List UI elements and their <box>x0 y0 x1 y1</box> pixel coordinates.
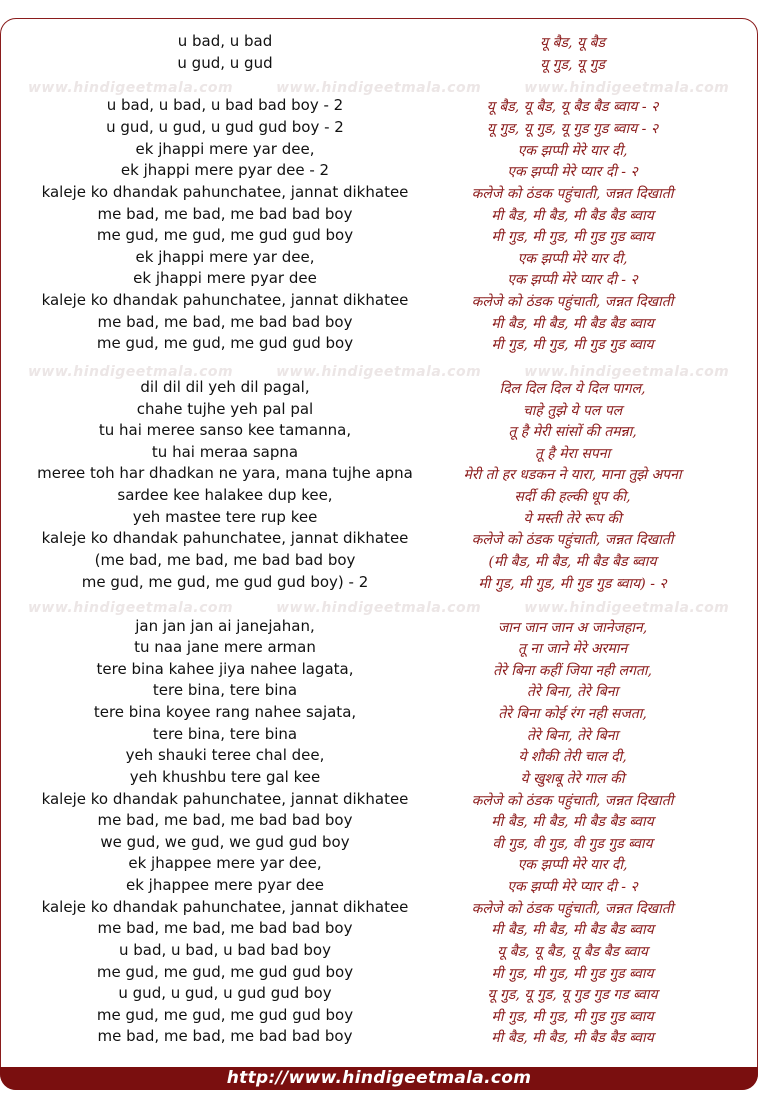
lyric-line-hindi: जान जान जान अ जानेजहान, <box>497 620 648 636</box>
lyric-line-english: me bad, me bad, me bad bad boy <box>97 205 353 223</box>
watermark-text: www.hindigeetmala.com <box>276 364 482 380</box>
lyric-line-english: jan jan jan ai janejahan, <box>135 617 315 635</box>
watermark-text: www.hindigeetmala.com <box>524 364 730 380</box>
lyric-line-english: yeh khushbu tere gal kee <box>129 768 321 786</box>
lyric-line-hindi: ये शौकी तेरी चाल दी, <box>518 749 627 765</box>
lyric-line-hindi: यू गुड, यू गुड, यू गुड गुड ब्वाय - २ <box>486 121 659 137</box>
lyric-line-english: kaleje ko dhandak pahunchatee, jannat dikhatee <box>41 790 409 808</box>
lyric-line-english: dil dil dil yeh dil pagal, <box>140 378 310 396</box>
lyric-line-english: yeh shauki teree chal dee, <box>125 746 325 764</box>
lyric-line-hindi: एक झप्पी मेरे यार दी, <box>517 143 628 159</box>
lyric-line-english: u bad, u bad, u bad bad boy <box>119 941 331 959</box>
lyric-line-hindi: मी गुड, मी गुड, मी गुड गुड ब्वाय) - २ <box>478 576 667 592</box>
lyric-line-hindi: एक झप्पी मेरे प्यार दी - २ <box>507 879 638 895</box>
lyric-line-hindi: मी बैड, मी बैड, मी बैड बैड ब्वाय <box>491 1030 654 1046</box>
watermark-text: www.hindigeetmala.com <box>276 600 482 616</box>
watermark-text: www.hindigeetmala.com <box>524 600 730 616</box>
lyric-line-hindi: तेरे बिना, तेरे बिना <box>526 684 619 700</box>
lyric-line-english: u gud, u gud, u gud gud boy <box>118 984 332 1002</box>
lyric-line-hindi: तेरे बिना कोई रंग नही सजता, <box>498 706 647 722</box>
watermark-text: www.hindigeetmala.com <box>28 364 234 380</box>
lyric-line-hindi: चाहे तुझे ये पल पल <box>522 403 623 419</box>
watermark-text: www.hindigeetmala.com <box>28 80 234 96</box>
lyric-line-english: tere bina, tere bina <box>152 681 298 699</box>
lyric-line-hindi: यू गुड, यू गुड, यू गुड गुड गड ब्वाय <box>487 987 658 1003</box>
lyric-line-hindi: मी बैड, मी बैड, मी बैड बैड ब्वाय <box>491 208 654 224</box>
lyric-line-english: ek jhappee mere pyar dee <box>126 876 324 894</box>
footer-url-link[interactable]: http://www.hindigeetmala.com <box>226 1068 532 1088</box>
lyric-line-english: u gud, u gud <box>177 54 273 72</box>
lyric-line-english: me gud, me gud, me gud gud boy <box>96 963 354 981</box>
lyric-line-hindi: मी बैड, मी बैड, मी बैड बैड ब्वाय <box>491 922 654 938</box>
lyric-line-hindi: मी बैड, मी बैड, मी बैड बैड ब्वाय <box>491 814 654 830</box>
lyric-line-hindi: यू बैड, यू बैड, यू बैड बैड ब्वाय <box>497 944 648 960</box>
lyric-line-hindi: कलेजे को ठंडक पहुंचाती, जन्नत दिखाती <box>471 901 674 917</box>
lyric-line-english: tere bina koyee rang nahee sajata, <box>93 703 357 721</box>
lyric-line-hindi: मी गुड, मी गुड, मी गुड गुड ब्वाय <box>491 229 654 245</box>
lyric-line-hindi: वी गुड, वी गुड, वी गुड गुड ब्वाय <box>492 836 653 852</box>
lyric-line-english: ek jhappee mere yar dee, <box>128 854 322 872</box>
lyric-line-english: tu hai meree sanso kee tamanna, <box>98 421 352 439</box>
lyric-line-hindi: मी गुड, मी गुड, मी गुड गुड ब्वाय <box>491 1009 654 1025</box>
lyric-line-english: me gud, me gud, me gud gud boy <box>96 334 354 352</box>
lyric-line-hindi: एक झप्पी मेरे यार दी, <box>517 857 628 873</box>
lyric-line-english: kaleje ko dhandak pahunchatee, jannat dikhatee <box>41 529 409 547</box>
lyric-line-hindi: कलेजे को ठंडक पहुंचाती, जन्नत दिखाती <box>471 532 674 548</box>
footer-bar <box>0 1067 758 1090</box>
watermark-text: www.hindigeetmala.com <box>524 80 730 96</box>
lyric-line-hindi: एक झप्पी मेरे प्यार दी - २ <box>507 164 638 180</box>
watermark-row <box>28 600 748 616</box>
lyric-line-english: u gud, u gud, u gud gud boy - 2 <box>106 118 344 136</box>
lyric-line-english: chahe tujhe yeh pal pal <box>136 400 314 418</box>
watermark-text: www.hindigeetmala.com <box>276 80 482 96</box>
lyric-line-hindi: मी गुड, मी गुड, मी गुड गुड ब्वाय <box>491 966 654 982</box>
lyric-line-english: me gud, me gud, me gud gud boy <box>96 1006 354 1024</box>
lyric-line-english: kaleje ko dhandak pahunchatee, jannat dikhatee <box>41 183 409 201</box>
lyric-line-hindi: तू है मेरा सपना <box>534 446 611 462</box>
lyric-line-english: (me bad, me bad, me bad bad boy <box>94 551 356 569</box>
lyric-line-english: ek jhappi mere pyar dee - 2 <box>120 161 330 179</box>
lyric-line-hindi: (मी बैड, मी बैड, मी बैड बैड ब्वाय <box>488 554 657 570</box>
lyric-line-english: ek jhappi mere pyar dee <box>133 269 317 287</box>
lyric-line-hindi: तेरे बिना, तेरे बिना <box>526 728 619 744</box>
lyric-line-english: kaleje ko dhandak pahunchatee, jannat dikhatee <box>41 898 409 916</box>
lyric-line-hindi: सर्दी की हल्की धूप की, <box>514 489 631 505</box>
lyric-line-hindi: ये मस्ती तेरे रूप की <box>523 511 622 527</box>
lyric-line-hindi: यू बैड, यू बैड, यू बैड बैड ब्वाय - २ <box>486 99 659 115</box>
lyric-line-english: u bad, u bad, u bad bad boy - 2 <box>106 96 344 114</box>
lyric-line-english: yeh mastee tere rup kee <box>132 508 318 526</box>
lyric-line-english: meree toh har dhadkan ne yara, mana tujhe apna <box>37 464 413 482</box>
lyric-line-hindi: कलेजे को ठंडक पहुंचाती, जन्नत दिखाती <box>471 186 674 202</box>
lyric-line-english: me bad, me bad, me bad bad boy <box>97 313 353 331</box>
watermark-text: www.hindigeetmala.com <box>28 600 234 616</box>
lyric-line-hindi: ये खुशबू तेरे गाल की <box>520 771 625 787</box>
lyric-line-english: me bad, me bad, me bad bad boy <box>97 811 353 829</box>
lyric-line-hindi: मेरी तो हर धडकन ने यारा, माना तुझे अपना <box>463 467 682 483</box>
lyric-line-hindi: कलेजे को ठंडक पहुंचाती, जन्नत दिखाती <box>471 793 674 809</box>
lyric-line-english: me gud, me gud, me gud gud boy <box>96 226 354 244</box>
lyric-line-english: me gud, me gud, me gud gud boy) - 2 <box>81 573 369 591</box>
lyric-line-english: we gud, we gud, we gud gud boy <box>100 833 350 851</box>
lyric-line-hindi: यू गुड, यू गुड <box>540 57 605 73</box>
lyric-line-english: tu naa jane mere arman <box>134 638 316 656</box>
lyric-line-hindi: दिल दिल दिल ये दिल पागल, <box>499 381 646 397</box>
lyric-line-english: me bad, me bad, me bad bad boy <box>97 1027 353 1045</box>
watermark-row <box>28 80 748 96</box>
lyric-line-english: ek jhappi mere yar dee, <box>135 248 315 266</box>
lyric-line-hindi: तेरे बिना कहीं जिया नही लगता, <box>493 663 652 679</box>
lyric-line-hindi: मी गुड, मी गुड, मी गुड गुड ब्वाय <box>491 337 654 353</box>
lyric-line-english: tere bina kahee jiya nahee lagata, <box>96 660 354 678</box>
lyric-line-hindi: एक झप्पी मेरे यार दी, <box>517 251 628 267</box>
lyric-line-hindi: तू ना जाने मेरे अरमान <box>517 641 628 657</box>
lyric-line-hindi: मी बैड, मी बैड, मी बैड बैड ब्वाय <box>491 316 654 332</box>
lyric-line-english: sardee kee halakee dup kee, <box>117 486 333 504</box>
lyric-line-english: kaleje ko dhandak pahunchatee, jannat dikhatee <box>41 291 409 309</box>
lyric-line-english: me bad, me bad, me bad bad boy <box>97 919 353 937</box>
lyric-line-hindi: एक झप्पी मेरे प्यार दी - २ <box>507 272 638 288</box>
lyric-line-english: ek jhappi mere yar dee, <box>135 140 315 158</box>
lyric-line-hindi: यू बैड, यू बैड <box>539 35 605 51</box>
lyric-line-hindi: तू है मेरी सांसों की तमन्ना, <box>508 424 637 440</box>
lyric-line-english: u bad, u bad <box>177 32 273 50</box>
lyric-line-hindi: कलेजे को ठंडक पहुंचाती, जन्नत दिखाती <box>471 294 674 310</box>
lyric-line-english: tere bina, tere bina <box>152 725 298 743</box>
lyric-line-english: tu hai meraa sapna <box>151 443 299 461</box>
